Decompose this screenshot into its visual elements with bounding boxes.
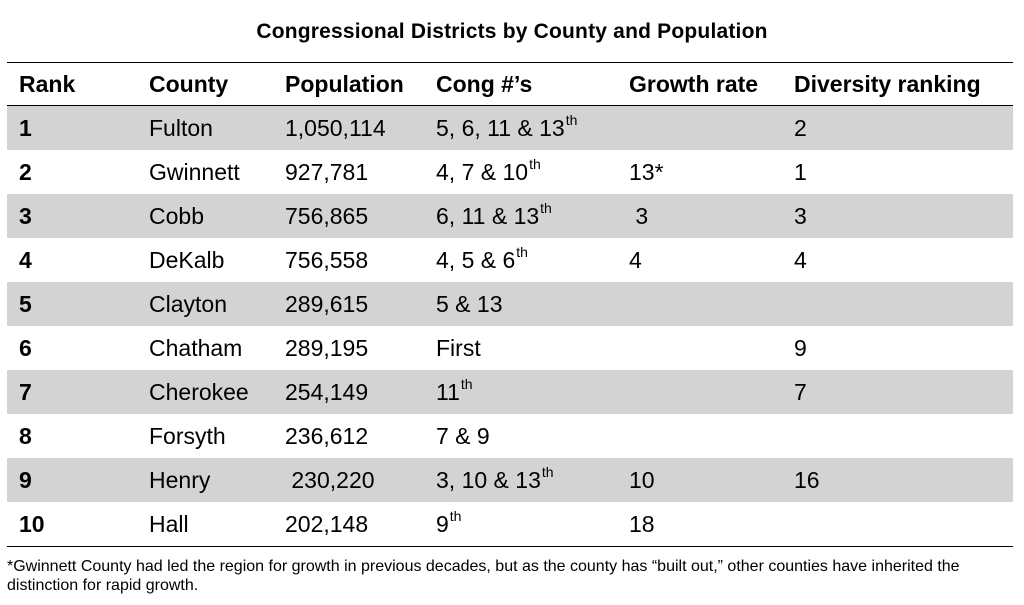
growth-cell: 4 <box>629 246 642 273</box>
population-cell: 202,148 <box>285 510 369 537</box>
diversity-cell: 16 <box>794 466 820 493</box>
cong-cell <box>436 458 554 502</box>
header-county: County <box>149 70 229 97</box>
cong-suffix: th <box>541 464 554 480</box>
county-cell: Chatham <box>149 334 243 361</box>
cong-cell <box>436 414 491 458</box>
cong-text: 5, 6, 11 & 13 <box>436 114 565 141</box>
county-cell: Cobb <box>149 202 204 229</box>
rank-cell: 4 <box>19 246 32 273</box>
cong-cell <box>436 238 528 282</box>
table-row <box>7 282 1013 326</box>
county-cell: Cherokee <box>149 378 249 405</box>
county-cell: Gwinnett <box>149 158 240 185</box>
population-cell: 756,558 <box>285 246 369 273</box>
population-cell: 756,865 <box>285 202 369 229</box>
rank-cell: 10 <box>19 510 45 537</box>
cong-cell <box>436 326 482 370</box>
cong-suffix: th <box>516 244 528 260</box>
table-row <box>7 502 1013 546</box>
population-cell: 236,612 <box>285 422 369 449</box>
county-cell: Forsyth <box>149 422 226 449</box>
header-rank: Rank <box>19 70 76 97</box>
table-row <box>7 370 1013 414</box>
cong-cell <box>436 282 504 326</box>
header-diversity-ranking: Diversity ranking <box>794 70 981 97</box>
cong-text: 9 <box>436 510 449 537</box>
diversity-cell: 4 <box>794 246 807 273</box>
growth-cell: 13* <box>629 158 664 185</box>
rank-cell: 3 <box>19 202 32 229</box>
cong-suffix: th <box>449 508 462 524</box>
table-row <box>7 238 1013 282</box>
county-cell: Henry <box>149 466 211 493</box>
table-row <box>7 106 1013 150</box>
table-row <box>7 194 1013 238</box>
rank-cell: 6 <box>19 334 32 361</box>
population-cell: 289,615 <box>285 290 369 317</box>
header-population: Population <box>285 70 404 97</box>
population-cell: 254,149 <box>285 378 369 405</box>
county-cell: Fulton <box>149 114 213 141</box>
diversity-cell: 1 <box>794 158 807 185</box>
cong-text: 5 & 13 <box>436 290 503 317</box>
rank-cell: 9 <box>19 466 32 493</box>
cong-cell <box>436 370 473 414</box>
table-header-row <box>7 63 1013 106</box>
footnote: *Gwinnett County had led the region for growth in previous decades, but as the county has “built out,” other counties have inherited the distinction for rapid growth. <box>7 558 960 594</box>
population-cell: 289,195 <box>285 334 369 361</box>
diversity-cell: 9 <box>794 334 807 361</box>
diversity-cell: 2 <box>794 114 807 141</box>
table-row <box>7 326 1013 370</box>
cong-cell <box>436 194 552 238</box>
districts-table <box>7 62 1013 547</box>
cong-text: First <box>436 334 481 361</box>
header-cong: Cong #’s <box>436 70 533 97</box>
rank-cell: 8 <box>19 422 32 449</box>
cong-text: 11 <box>436 378 460 405</box>
growth-cell: 3 <box>629 202 649 229</box>
rank-cell: 2 <box>19 158 32 185</box>
growth-cell: 10 <box>629 466 655 493</box>
growth-cell: 18 <box>629 510 655 537</box>
cong-suffix: th <box>460 376 473 392</box>
cong-cell <box>436 502 461 546</box>
cong-text: 7 & 9 <box>436 422 490 449</box>
cong-text: 4, 5 & 6 <box>436 246 516 273</box>
rank-cell: 5 <box>19 290 32 317</box>
page-title: Congressional Districts by County and Population <box>256 20 768 43</box>
rank-cell: 7 <box>19 378 32 405</box>
cong-text: 3, 10 & 13 <box>436 466 541 493</box>
table-row <box>7 458 1013 502</box>
cong-text: 6, 11 & 13 <box>436 202 540 229</box>
county-cell: Clayton <box>149 290 227 317</box>
cong-suffix: th <box>540 200 552 216</box>
cong-cell <box>436 150 541 194</box>
population-cell: 230,220 <box>285 466 375 493</box>
cong-suffix: th <box>529 156 541 172</box>
header-growth-rate: Growth rate <box>629 70 759 97</box>
population-cell: 1,050,114 <box>285 114 386 141</box>
cong-cell <box>436 106 577 150</box>
population-cell: 927,781 <box>285 158 369 185</box>
diversity-cell: 3 <box>794 202 807 229</box>
cong-suffix: th <box>565 112 578 128</box>
table-bottom-rule <box>7 546 1013 547</box>
cong-text: 4, 7 & 10 <box>436 158 529 185</box>
table-row <box>7 414 1013 458</box>
county-cell: DeKalb <box>149 246 225 273</box>
diversity-cell: 7 <box>794 378 807 405</box>
county-cell: Hall <box>149 510 189 537</box>
rank-cell: 1 <box>19 114 32 141</box>
table-row <box>7 150 1013 194</box>
